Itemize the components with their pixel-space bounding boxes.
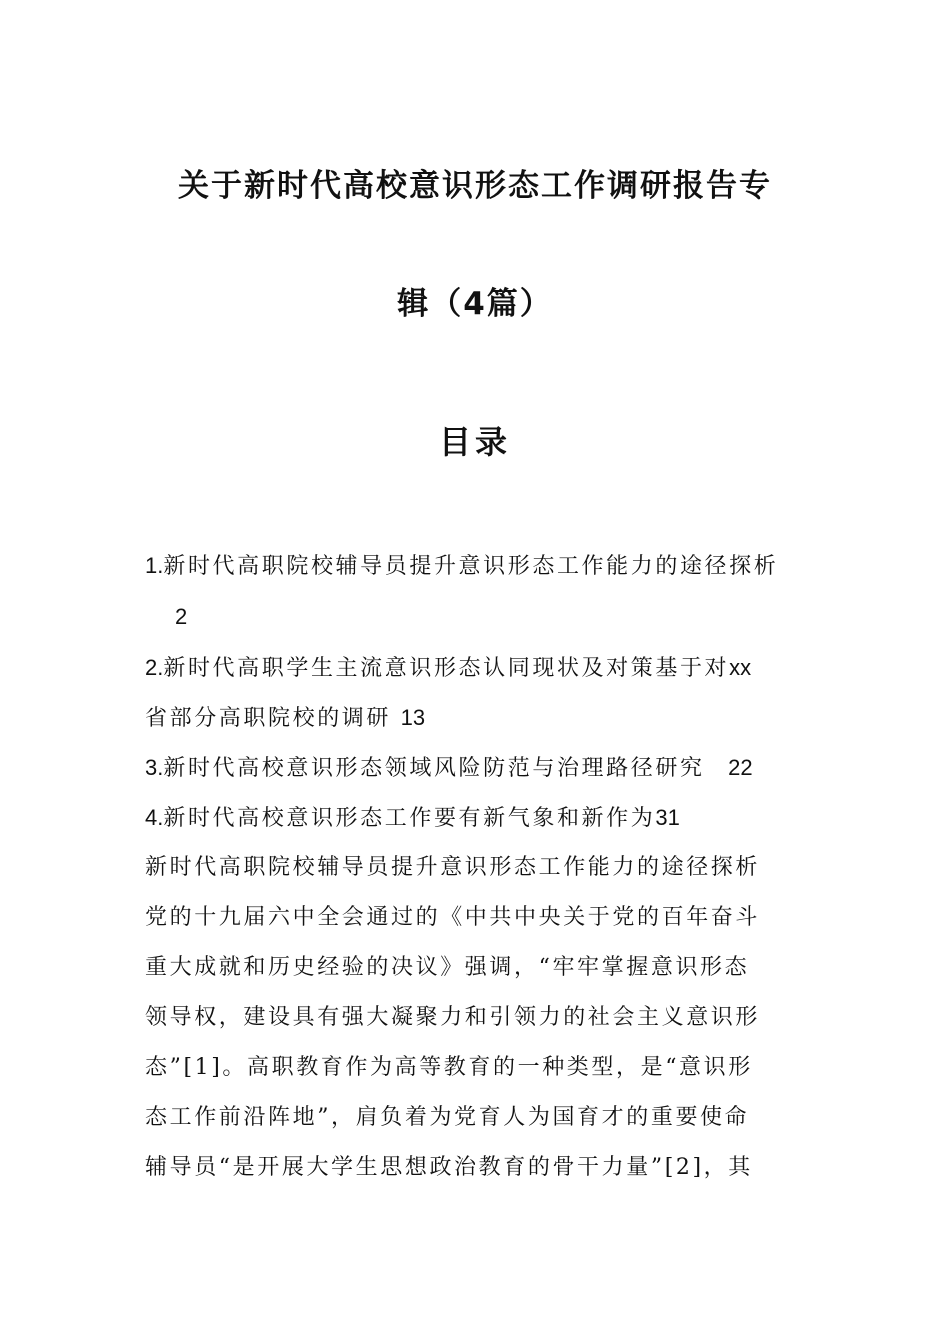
document-title-line-1: 关于新时代高校意识形态工作调研报告专 (178, 168, 772, 204)
paragraph-line: 态工作前沿阵地”，肩负着为党育人为国育才的重要使命 (145, 1105, 750, 1130)
paragraph-line: 态”[1]。高职教育作为高等教育的一种类型，是“意识形 (145, 1055, 753, 1080)
toc-entry-3-page: 22 (728, 755, 753, 780)
article-title: 新时代高职院校辅导员提升意识形态工作能力的途径探析 (145, 855, 761, 880)
toc-entry-title: 新时代高职院校辅导员提升意识形态工作能力的途径探析 (163, 554, 779, 579)
toc-entry-number: 2. (145, 655, 164, 680)
paragraph-line: 重大成就和历史经验的决议》强调，“牢牢掌握意识形态 (145, 955, 750, 980)
toc-entry-title: 新时代高职学生主流意识形态认同现状及对策基于对 (163, 656, 730, 681)
toc-entry-title: 新时代高校意识形态工作要有新气象和新作为 (163, 806, 656, 831)
toc-entry-title-latin: xx (729, 655, 752, 680)
toc-entry-number: 4. (145, 805, 164, 830)
toc-entry-2-continued[interactable] (145, 703, 425, 734)
toc-entry-1[interactable] (145, 551, 778, 582)
toc-entry-number: 3. (145, 755, 164, 780)
toc-entry-title-continued: 省部分高职院校的调研 (145, 706, 392, 731)
paragraph-line: 领导权，建设具有强大凝聚力和引领力的社会主义意识形 (145, 1005, 761, 1030)
paragraph-line: 辅导员“是开展大学生思想政治教育的骨干力量”[2]，其 (145, 1155, 753, 1180)
toc-entry-2-page: 13 (400, 705, 426, 730)
toc-entry-1-page: 2 (175, 604, 188, 629)
toc-entry-title: 新时代高校意识形态领域风险防范与治理路径研究 (163, 756, 705, 781)
toc-entry-4-page: 31 (655, 805, 680, 830)
toc-entry-3[interactable] (145, 753, 753, 784)
paragraph-line: 党的十九届六中全会通过的《中共中央关于党的百年奋斗 (145, 905, 761, 930)
document-title-line-2: 辑（4篇） (397, 286, 553, 322)
toc-entry-4[interactable] (145, 803, 680, 834)
toc-entry-2[interactable] (145, 653, 751, 684)
toc-heading: 目录 (438, 423, 511, 461)
toc-entry-number: 1. (145, 553, 164, 578)
